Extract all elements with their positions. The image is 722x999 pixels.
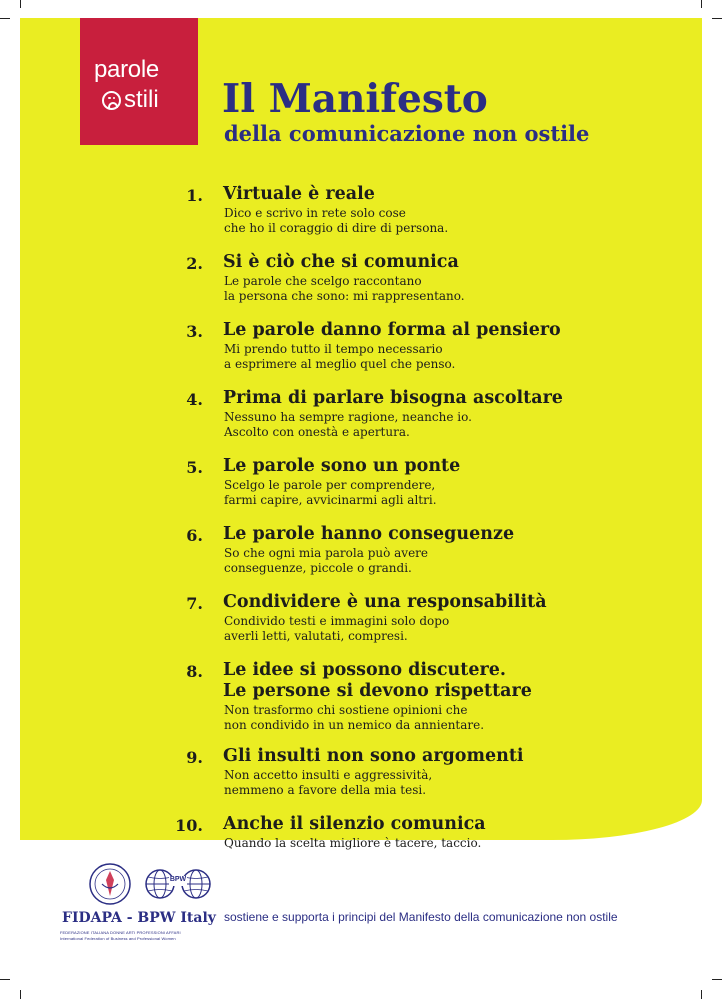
bpw-globe-icon (146, 870, 210, 898)
item-number: 7. (186, 594, 203, 613)
item-title: Le idee si possono discutere. (223, 660, 506, 680)
crop-mark (712, 18, 722, 19)
item-description: conseguenze, piccole o grandi. (224, 561, 412, 575)
item-title: Le parole sono un ponte (223, 456, 461, 476)
item-number: 4. (186, 390, 203, 409)
item-title: Le parole danno forma al pensiero (223, 320, 561, 340)
page-title: Il Manifesto (222, 76, 488, 122)
item-description: averli letti, valutati, compresi. (224, 629, 408, 643)
item-number: 1. (186, 186, 203, 205)
fidapa-emblem (88, 862, 218, 910)
item-number: 10. (175, 816, 203, 835)
logo-text-stili: stili (124, 86, 159, 113)
logo-text-parole: parole (94, 56, 159, 83)
item-description: la persona che sono: mi rappresentano. (224, 289, 465, 303)
item-title: Anche il silenzio comunica (223, 814, 486, 834)
crop-mark (712, 979, 722, 980)
item-description: So che ogni mia parola può avere (224, 546, 429, 560)
support-statement: sostiene e supporta i principi del Manifesto della comunicazione non ostile (224, 910, 618, 924)
org-full-name-it: FEDERAZIONE ITALIANA DONNE ARTI PROFESSIONI AFFARI (60, 930, 181, 935)
bpw-mark: BPW (169, 876, 187, 883)
item-description: a esprimere al meglio quel che penso. (224, 357, 456, 371)
item-description: farmi capire, avvicinarmi agli altri. (224, 493, 437, 507)
crop-mark (701, 990, 702, 999)
fidapa-seal-icon (90, 864, 130, 904)
item-description: Scelgo le parole per comprendere, (224, 478, 436, 492)
item-number: 6. (186, 526, 203, 545)
item-title: Prima di parlare bisogna ascoltare (223, 388, 563, 408)
crop-mark (701, 0, 702, 8)
item-description: non condivido in un nemico da annientare. (224, 718, 485, 732)
item-description: Mi prendo tutto il tempo necessario (224, 342, 443, 356)
logo-line-ostili (102, 86, 159, 114)
item-description: nemmeno a favore della mia tesi. (224, 783, 427, 797)
item-description: che ho il coraggio di dire di persona. (224, 221, 449, 235)
item-description: Ascolto con onestà e apertura. (224, 425, 410, 439)
item-description: Dico e scrivo in rete solo cose (224, 206, 406, 220)
item-description: Non trasformo chi sostiene opinioni che (224, 703, 468, 717)
item-description: Condivido testi e immagini solo dopo (224, 614, 450, 628)
item-title: Le parole hanno conseguenze (223, 524, 515, 544)
item-description: Le parole che scelgo raccontano (224, 274, 422, 288)
item-description: Nessuno ha sempre ragione, neanche io. (224, 410, 472, 424)
item-title: Le persone si devono rispettare (223, 681, 532, 701)
item-number: 8. (186, 662, 203, 681)
item-title: Si è ciò che si comunica (223, 252, 459, 272)
crop-mark (0, 18, 10, 19)
item-number: 2. (186, 254, 203, 273)
item-title: Virtuale è reale (223, 184, 375, 204)
page-subtitle: della comunicazione non ostile (224, 121, 590, 146)
org-full-name-en: International Federation of Business and Professional Women (60, 936, 176, 941)
sad-face-icon (102, 91, 121, 110)
parole-ostili-logo (80, 18, 198, 145)
item-description: Non accetto insulti e aggressività, (224, 768, 433, 782)
item-title: Condividere è una responsabilità (223, 592, 547, 612)
item-number: 5. (186, 458, 203, 477)
org-name: FIDAPA - BPW Italy (62, 910, 216, 926)
item-number: 3. (186, 322, 203, 341)
crop-mark (20, 990, 21, 999)
item-title: Gli insulti non sono argomenti (223, 746, 524, 766)
item-number: 9. (186, 748, 203, 767)
crop-mark (20, 0, 21, 8)
item-description: Quando la scelta migliore è tacere, taccio. (224, 836, 482, 850)
crop-mark (0, 979, 10, 980)
